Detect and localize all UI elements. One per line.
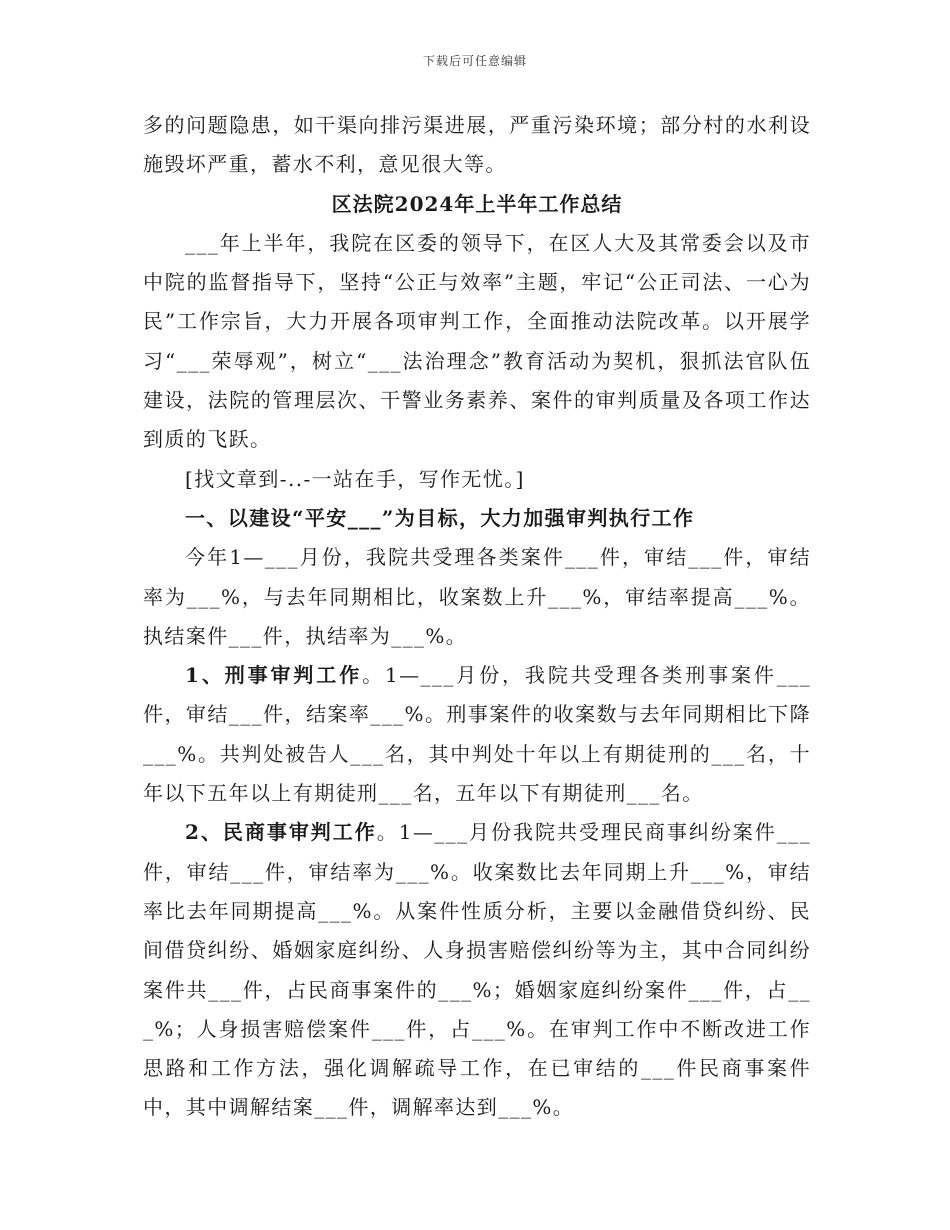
- bracket-note: [找文章到-..-一站在手，写作无忧。]: [185, 466, 525, 491]
- subsection-2-body: 。1—___月份我院共受理民商事纠纷案件___件，审结___件，审结率为___%。收案数比去年同期上升___%，审结率比去年同期提高___%。从案件性质分析，主要以金融借贷纠纷、民间借贷纠纷、婚姻家庭纠纷、人身损害赔偿纠纷等为主，其中合同纠纷案件共___件，占民商事案件的___%；婚姻家庭纠纷案件___件，占___%；人身损害赔偿案件___件，占___%。在审判工作中不断改进工作思路和工作方法，强化调解疏导工作，在已审结的___件民商事案件中，其中调解结案___件，调解率达到___%。: [143, 820, 811, 1120]
- page-header-note: 下载后可任意编辑: [422, 54, 527, 68]
- subsection-2-paragraph: [143, 813, 811, 1127]
- subsection-2-lead: 2、民商事审判工作: [185, 820, 377, 845]
- section-1-paragraph: 今年1—___月份，我院共受理各类案件___件，审结___件，审结率为___%，与去年同期相比，收案数上升___%，审结率提高___%。执结案件___件，执结率为___%。: [143, 545, 811, 648]
- section-1-heading: 一、以建设“平安___”为目标，大力加强审判执行工作: [185, 505, 695, 530]
- intro-paragraph: ___年上半年，我院在区委的领导下，在区人大及其常委会以及市中院的监督指导下，坚持“公正与效率”主题，牢记“公正司法、一心为民”工作宗旨，大力开展各项审判工作，全面推动法院改革。以开展学习“___荣辱观”，树立“___法治理念”教育活动为契机，狠抓法官队伍建设，法院的管理层次、干警业务素养、案件的审判质量及各项工作达到质的飞跃。: [143, 230, 811, 452]
- continuation-paragraph: 多的问题隐患，如干渠向排污渠进展，严重污染环境；部分村的水利设施毁坏严重，蓄水不利，意见很大等。: [143, 113, 811, 177]
- subsection-1-paragraph: [143, 656, 811, 813]
- document-body: [143, 106, 811, 1128]
- subsection-1-body: 。1—___月份，我院共受理各类刑事案件___件，审结___件，结案率___%。刑事案件的收案数与去年同期相比下降___%。共判处被告人___名，其中判处十年以上有期徒刑的___名，十年以下五年以上有期徒刑___名，五年以下有期徒刑___名。: [143, 663, 811, 806]
- subsection-1-lead: 1、刑事审判工作: [185, 663, 363, 688]
- document-title: 区法院2024年上半年工作总结: [331, 191, 623, 216]
